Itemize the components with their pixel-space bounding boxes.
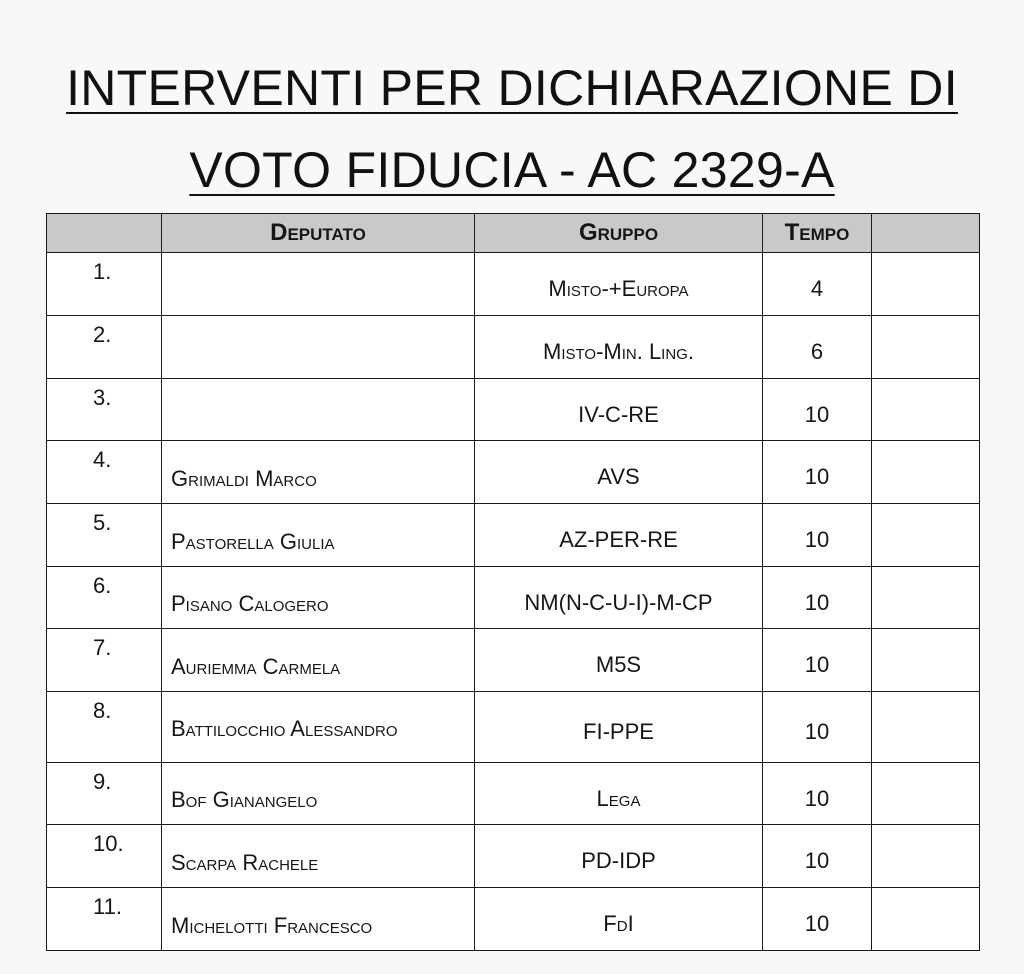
- gruppo-cell: FdI: [475, 888, 763, 951]
- table-header-row: [47, 214, 980, 253]
- row-number: 8.: [47, 692, 162, 763]
- deputato-cell: Scarpa Rachele: [162, 825, 475, 888]
- extra-cell: [872, 825, 980, 888]
- deputato-cell: [162, 379, 475, 441]
- tempo-cell: 4: [763, 253, 872, 316]
- row-number: 4.: [47, 441, 162, 504]
- gruppo-cell: Misto-+Europa: [475, 253, 763, 316]
- gruppo-cell: Lega: [475, 763, 763, 825]
- extra-cell: [872, 379, 980, 441]
- row-number: 6.: [47, 567, 162, 629]
- row-number: 9.: [47, 763, 162, 825]
- row-number: 5.: [47, 504, 162, 567]
- gruppo-cell: AZ-PER-RE: [475, 504, 763, 567]
- deputato-cell: Auriemma Carmela: [162, 629, 475, 692]
- gruppo-cell: Misto-Min. Ling.: [475, 316, 763, 379]
- extra-cell: [872, 763, 980, 825]
- table-row: [47, 379, 980, 441]
- extra-cell: [872, 504, 980, 567]
- tempo-cell: 10: [763, 825, 872, 888]
- gruppo-cell: NM(N-C-U-I)-M-CP: [475, 567, 763, 629]
- extra-cell: [872, 629, 980, 692]
- gruppo-cell: FI-PPE: [475, 692, 763, 763]
- table-row: [47, 629, 980, 692]
- row-number: 7.: [47, 629, 162, 692]
- row-number: 11.: [47, 888, 162, 951]
- tempo-cell: 10: [763, 379, 872, 441]
- interventions-table: [46, 213, 980, 951]
- extra-cell: [872, 692, 980, 763]
- deputato-cell: Michelotti Francesco: [162, 888, 475, 951]
- table-row: [47, 504, 980, 567]
- header-extra: [872, 214, 980, 253]
- tempo-cell: 10: [763, 567, 872, 629]
- extra-cell: [872, 441, 980, 504]
- deputato-cell: Battilocchio Alessandro: [162, 692, 475, 763]
- row-number: 10.: [47, 825, 162, 888]
- header-gruppo: Gruppo: [475, 214, 763, 253]
- row-number: 1.: [47, 253, 162, 316]
- gruppo-cell: PD-IDP: [475, 825, 763, 888]
- header-number: [47, 214, 162, 253]
- title-line-2: VOTO FIDUCIA - AC 2329-A: [189, 142, 835, 198]
- deputato-cell: Grimaldi Marco: [162, 441, 475, 504]
- extra-cell: [872, 567, 980, 629]
- tempo-cell: 10: [763, 629, 872, 692]
- row-number: 3.: [47, 379, 162, 441]
- table-row: [47, 316, 980, 379]
- header-deputato: Deputato: [162, 214, 475, 253]
- deputato-cell: Bof Gianangelo: [162, 763, 475, 825]
- table-row: [47, 692, 980, 763]
- gruppo-cell: IV-C-RE: [475, 379, 763, 441]
- table-row: [47, 888, 980, 951]
- deputato-cell: Pastorella Giulia: [162, 504, 475, 567]
- table-row: [47, 253, 980, 316]
- tempo-cell: 6: [763, 316, 872, 379]
- header-tempo: Tempo: [763, 214, 872, 253]
- table-row: [47, 825, 980, 888]
- table-row: [47, 567, 980, 629]
- tempo-cell: 10: [763, 504, 872, 567]
- deputato-cell: [162, 316, 475, 379]
- tempo-cell: 10: [763, 692, 872, 763]
- deputato-cell: Pisano Calogero: [162, 567, 475, 629]
- extra-cell: [872, 888, 980, 951]
- extra-cell: [872, 253, 980, 316]
- gruppo-cell: M5S: [475, 629, 763, 692]
- row-number: 2.: [47, 316, 162, 379]
- title-line-1: INTERVENTI PER DICHIARAZIONE DI: [66, 60, 958, 116]
- tempo-cell: 10: [763, 763, 872, 825]
- gruppo-cell: AVS: [475, 441, 763, 504]
- table-row: [47, 763, 980, 825]
- table-row: [47, 441, 980, 504]
- deputato-cell: [162, 253, 475, 316]
- extra-cell: [872, 316, 980, 379]
- tempo-cell: 10: [763, 441, 872, 504]
- tempo-cell: 10: [763, 888, 872, 951]
